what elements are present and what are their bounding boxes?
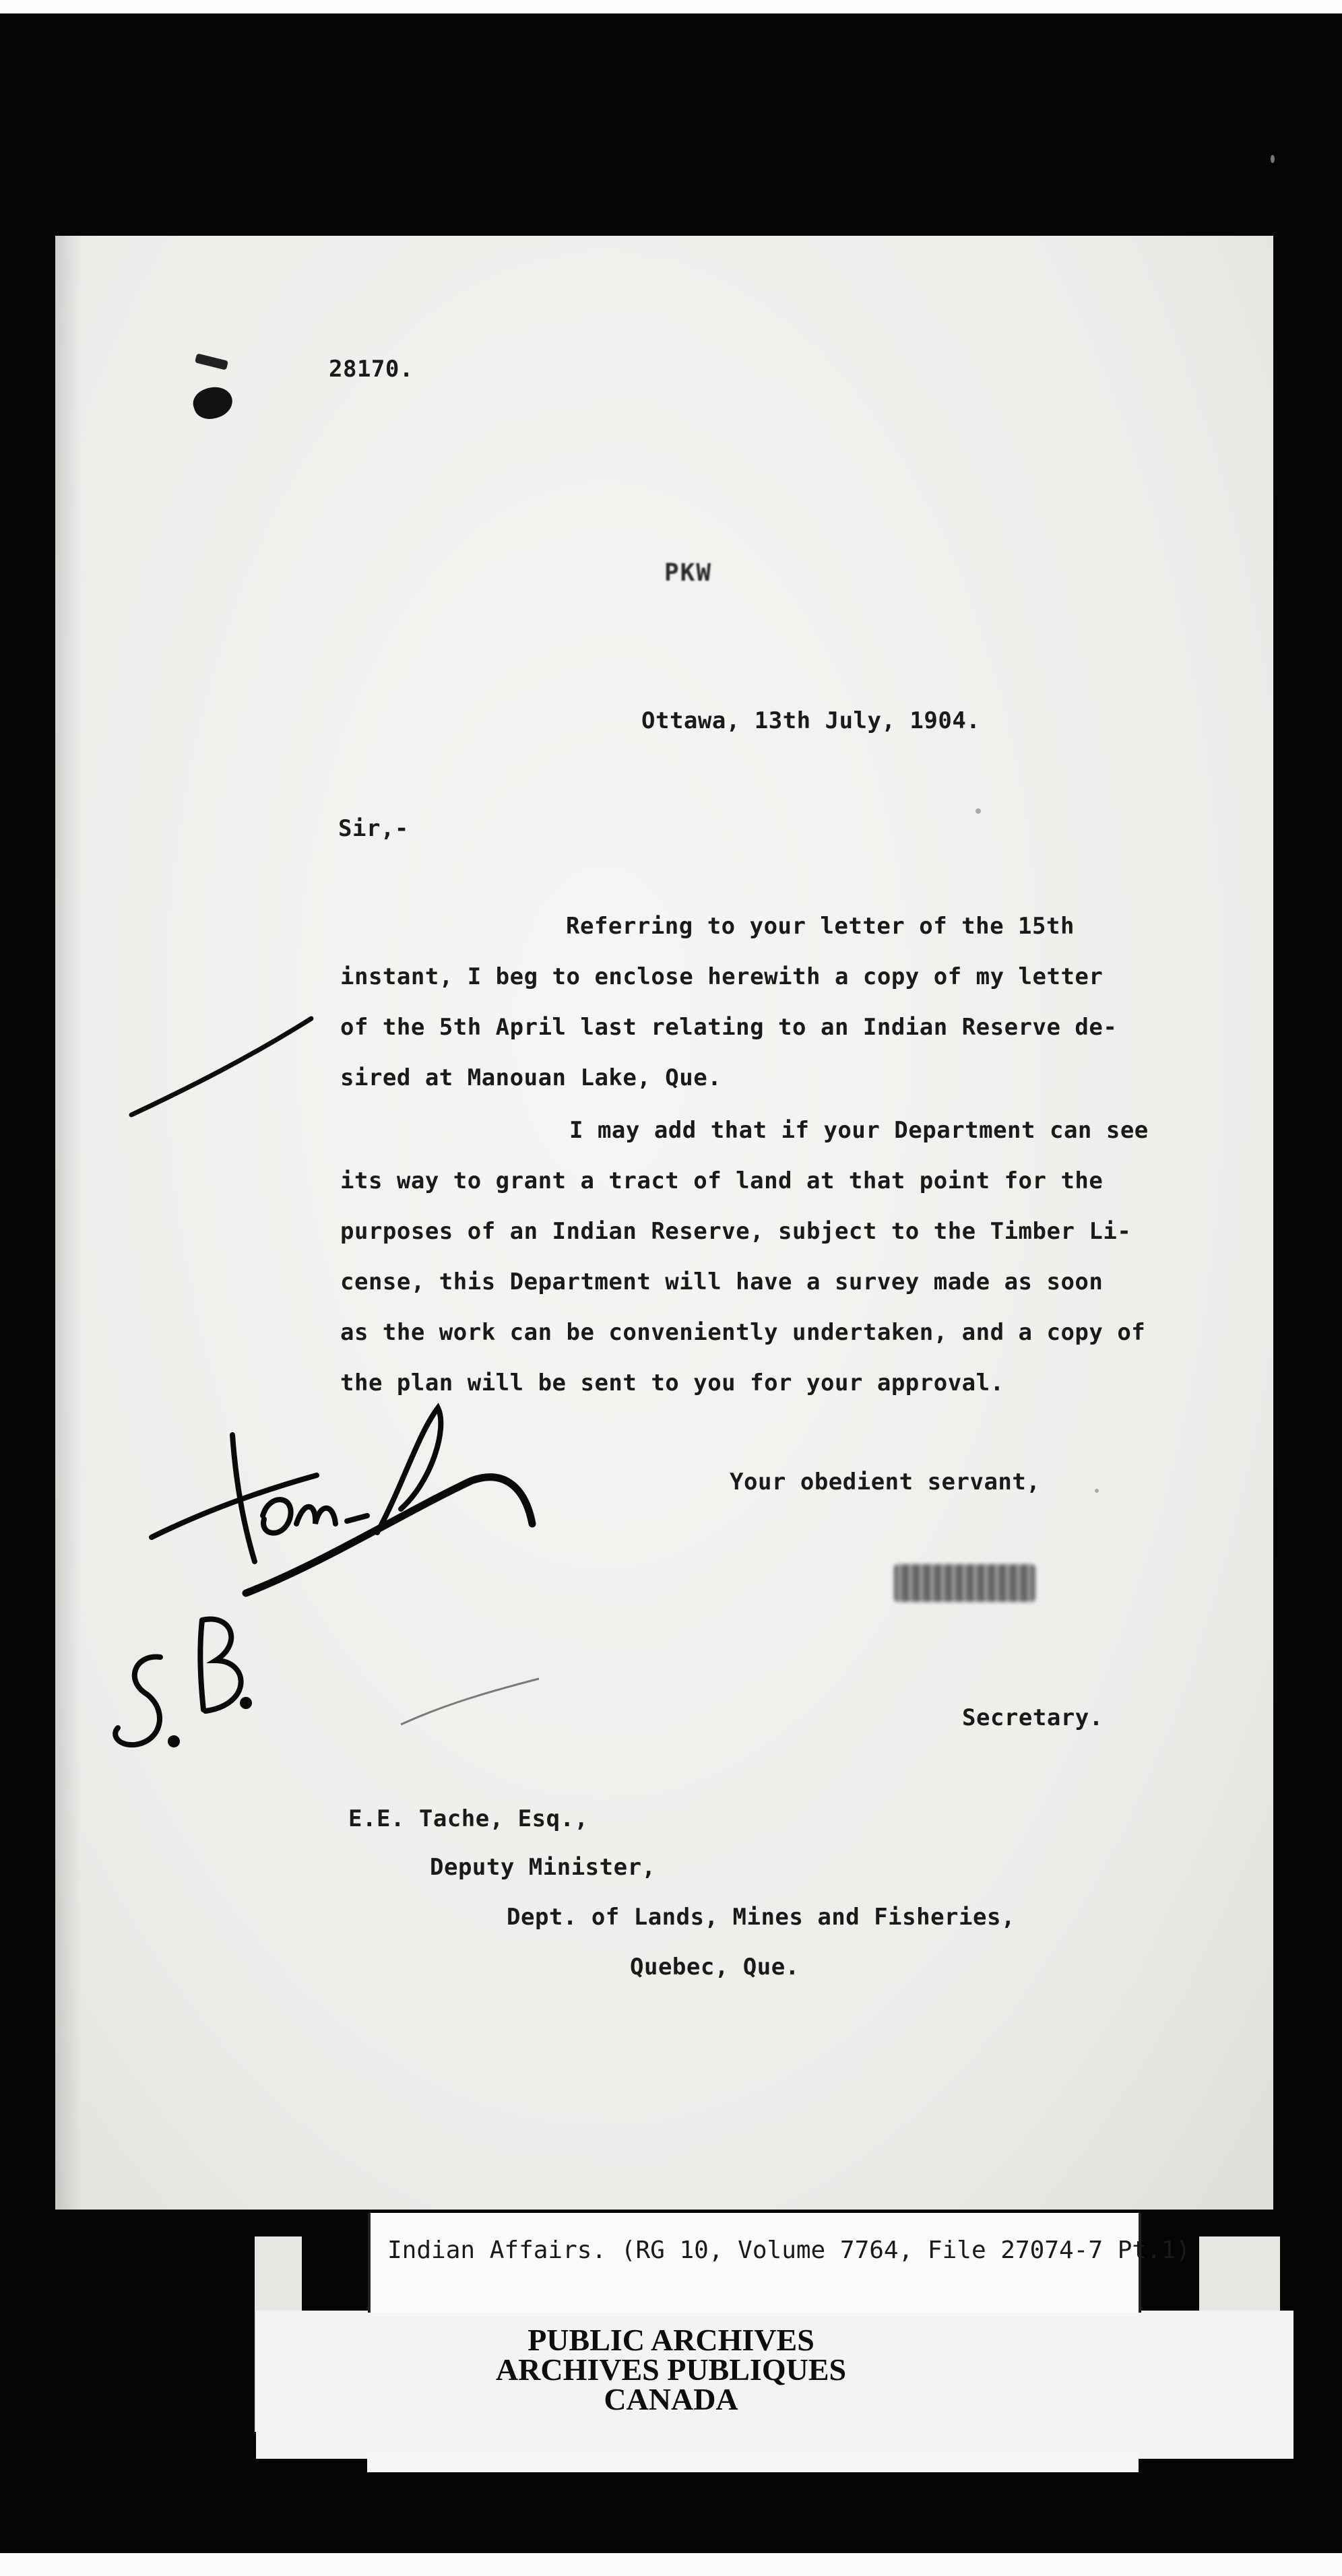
closing: Your obedient servant, — [730, 1469, 1041, 1495]
recipient-department: Dept. of Lands, Mines and Fisheries, — [507, 1904, 1015, 1931]
paragraph-1-line-1: Referring to your letter of the 15th — [566, 913, 1075, 940]
dust-speck — [976, 808, 981, 814]
archive-line-1: PUBLIC ARCHIVES — [528, 2323, 814, 2357]
signature-smudge — [894, 1564, 1035, 1602]
paragraph-2-line-4: cense, this Department will have a survey made as soon — [340, 1268, 1104, 1295]
archive-card-band — [367, 2452, 1139, 2472]
recipient-title: Deputy Minister, — [430, 1854, 656, 1881]
date-line: Ottawa, 13th July, 1904. — [641, 707, 981, 734]
dust-speck — [1271, 155, 1275, 163]
archive-line-2: ARCHIVES PUBLIQUES — [495, 2352, 847, 2387]
dust-speck — [1095, 1489, 1099, 1493]
top-stamp: PKW — [664, 559, 713, 587]
paragraph-1-line-2: instant, I beg to enclose herewith a copy of my letter — [340, 963, 1104, 990]
bottom-margin — [0, 2553, 1342, 2576]
signatory-title: Secretary. — [962, 1704, 1104, 1731]
recipient-name: E.E. Tache, Esq., — [348, 1805, 589, 1832]
page-shadow — [55, 236, 82, 2210]
file-number: 28170. — [329, 356, 414, 383]
paragraph-2-line-5: as the work can be conveniently undertaken, and a copy of — [340, 1319, 1146, 1346]
paragraph-1-line-3: of the 5th April last relating to an Indian Reserve de- — [340, 1014, 1118, 1041]
recipient-city: Quebec, Que. — [630, 1954, 800, 1981]
paragraph-2-line-1: I may add that if your Department can see — [569, 1117, 1149, 1144]
paragraph-2-line-6: the plan will be sent to you for your approval. — [340, 1370, 1004, 1396]
paragraph-1-line-4: sired at Manouan Lake, Que. — [340, 1064, 722, 1091]
paragraph-2-line-2: its way to grant a tract of land at that point for the — [340, 1167, 1104, 1194]
salutation: Sir,- — [338, 815, 409, 842]
top-margin — [0, 0, 1342, 13]
archive-line-3: CANADA — [604, 2382, 738, 2416]
paragraph-2-line-3: purposes of an Indian Reserve, subject to the Timber Li- — [340, 1218, 1132, 1245]
reference-label-text: Indian Affairs. (RG 10, Volume 7764, File 27074-7 Pt.1) — [387, 2236, 1191, 2264]
